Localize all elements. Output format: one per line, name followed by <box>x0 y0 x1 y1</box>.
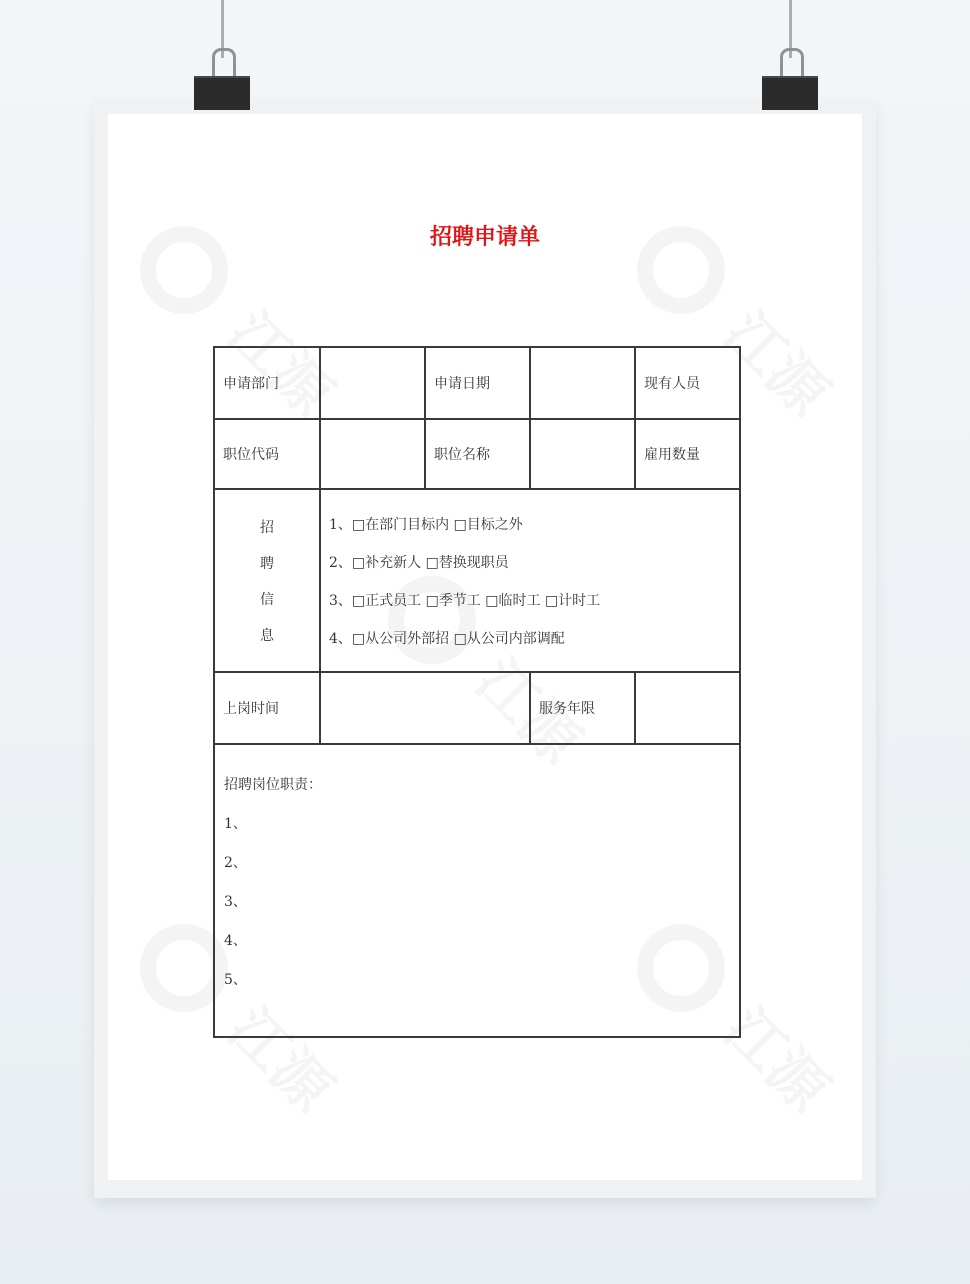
duty-item: 4、 <box>224 933 247 949</box>
code-field[interactable] <box>321 420 426 488</box>
recruit-option-2[interactable]: 2、□补充新人 □替换现职员 <box>329 554 509 571</box>
position-name-field[interactable] <box>531 420 636 488</box>
hire-count-label: 雇用数量 <box>644 447 700 463</box>
duty-item: 2、 <box>224 855 247 871</box>
recruit-label-char: 信 <box>260 591 274 608</box>
dept-field[interactable] <box>321 348 426 418</box>
table-row-position <box>215 420 739 490</box>
recruit-label-char: 息 <box>260 627 274 644</box>
date-field[interactable] <box>531 348 636 418</box>
recruit-info-label <box>215 490 321 671</box>
table-row-dept <box>215 348 739 420</box>
dept-label: 申请部门 <box>215 348 321 418</box>
binder-clip-left-icon <box>194 76 250 110</box>
duty-item: 3、 <box>224 894 247 910</box>
duties-section[interactable] <box>215 746 739 1036</box>
recruit-options <box>321 490 739 671</box>
recruit-label-char: 聘 <box>260 555 274 572</box>
binder-clip-right-icon <box>762 76 818 110</box>
staff-label: 现有人员 <box>644 376 700 392</box>
duties-label: 招聘岗位职责： <box>224 777 322 793</box>
table-row-start <box>215 673 739 745</box>
duty-item: 1、 <box>224 816 247 832</box>
service-term-field[interactable] <box>636 673 739 743</box>
recruit-label-char: 招 <box>260 519 274 536</box>
start-time-field[interactable] <box>321 673 531 743</box>
service-term-label: 服务年限 <box>531 673 636 743</box>
table-row-recruit-info <box>215 490 739 673</box>
recruit-option-4[interactable]: 4、□从公司外部招 □从公司内部调配 <box>329 630 565 647</box>
start-time-label: 上岗时间 <box>215 673 321 743</box>
recruitment-form-table <box>213 346 741 1038</box>
duty-item: 5、 <box>224 972 247 988</box>
recruit-option-1[interactable]: 1、□在部门目标内 □目标之外 <box>329 516 523 533</box>
date-label: 申请日期 <box>426 348 531 418</box>
page-title: 招聘申请单 <box>429 225 540 250</box>
recruit-option-3[interactable]: 3、□正式员工 □季节工 □临时工 □计时工 <box>329 592 601 609</box>
code-label: 职位代码 <box>215 420 321 488</box>
position-name-label: 职位名称 <box>426 420 531 488</box>
